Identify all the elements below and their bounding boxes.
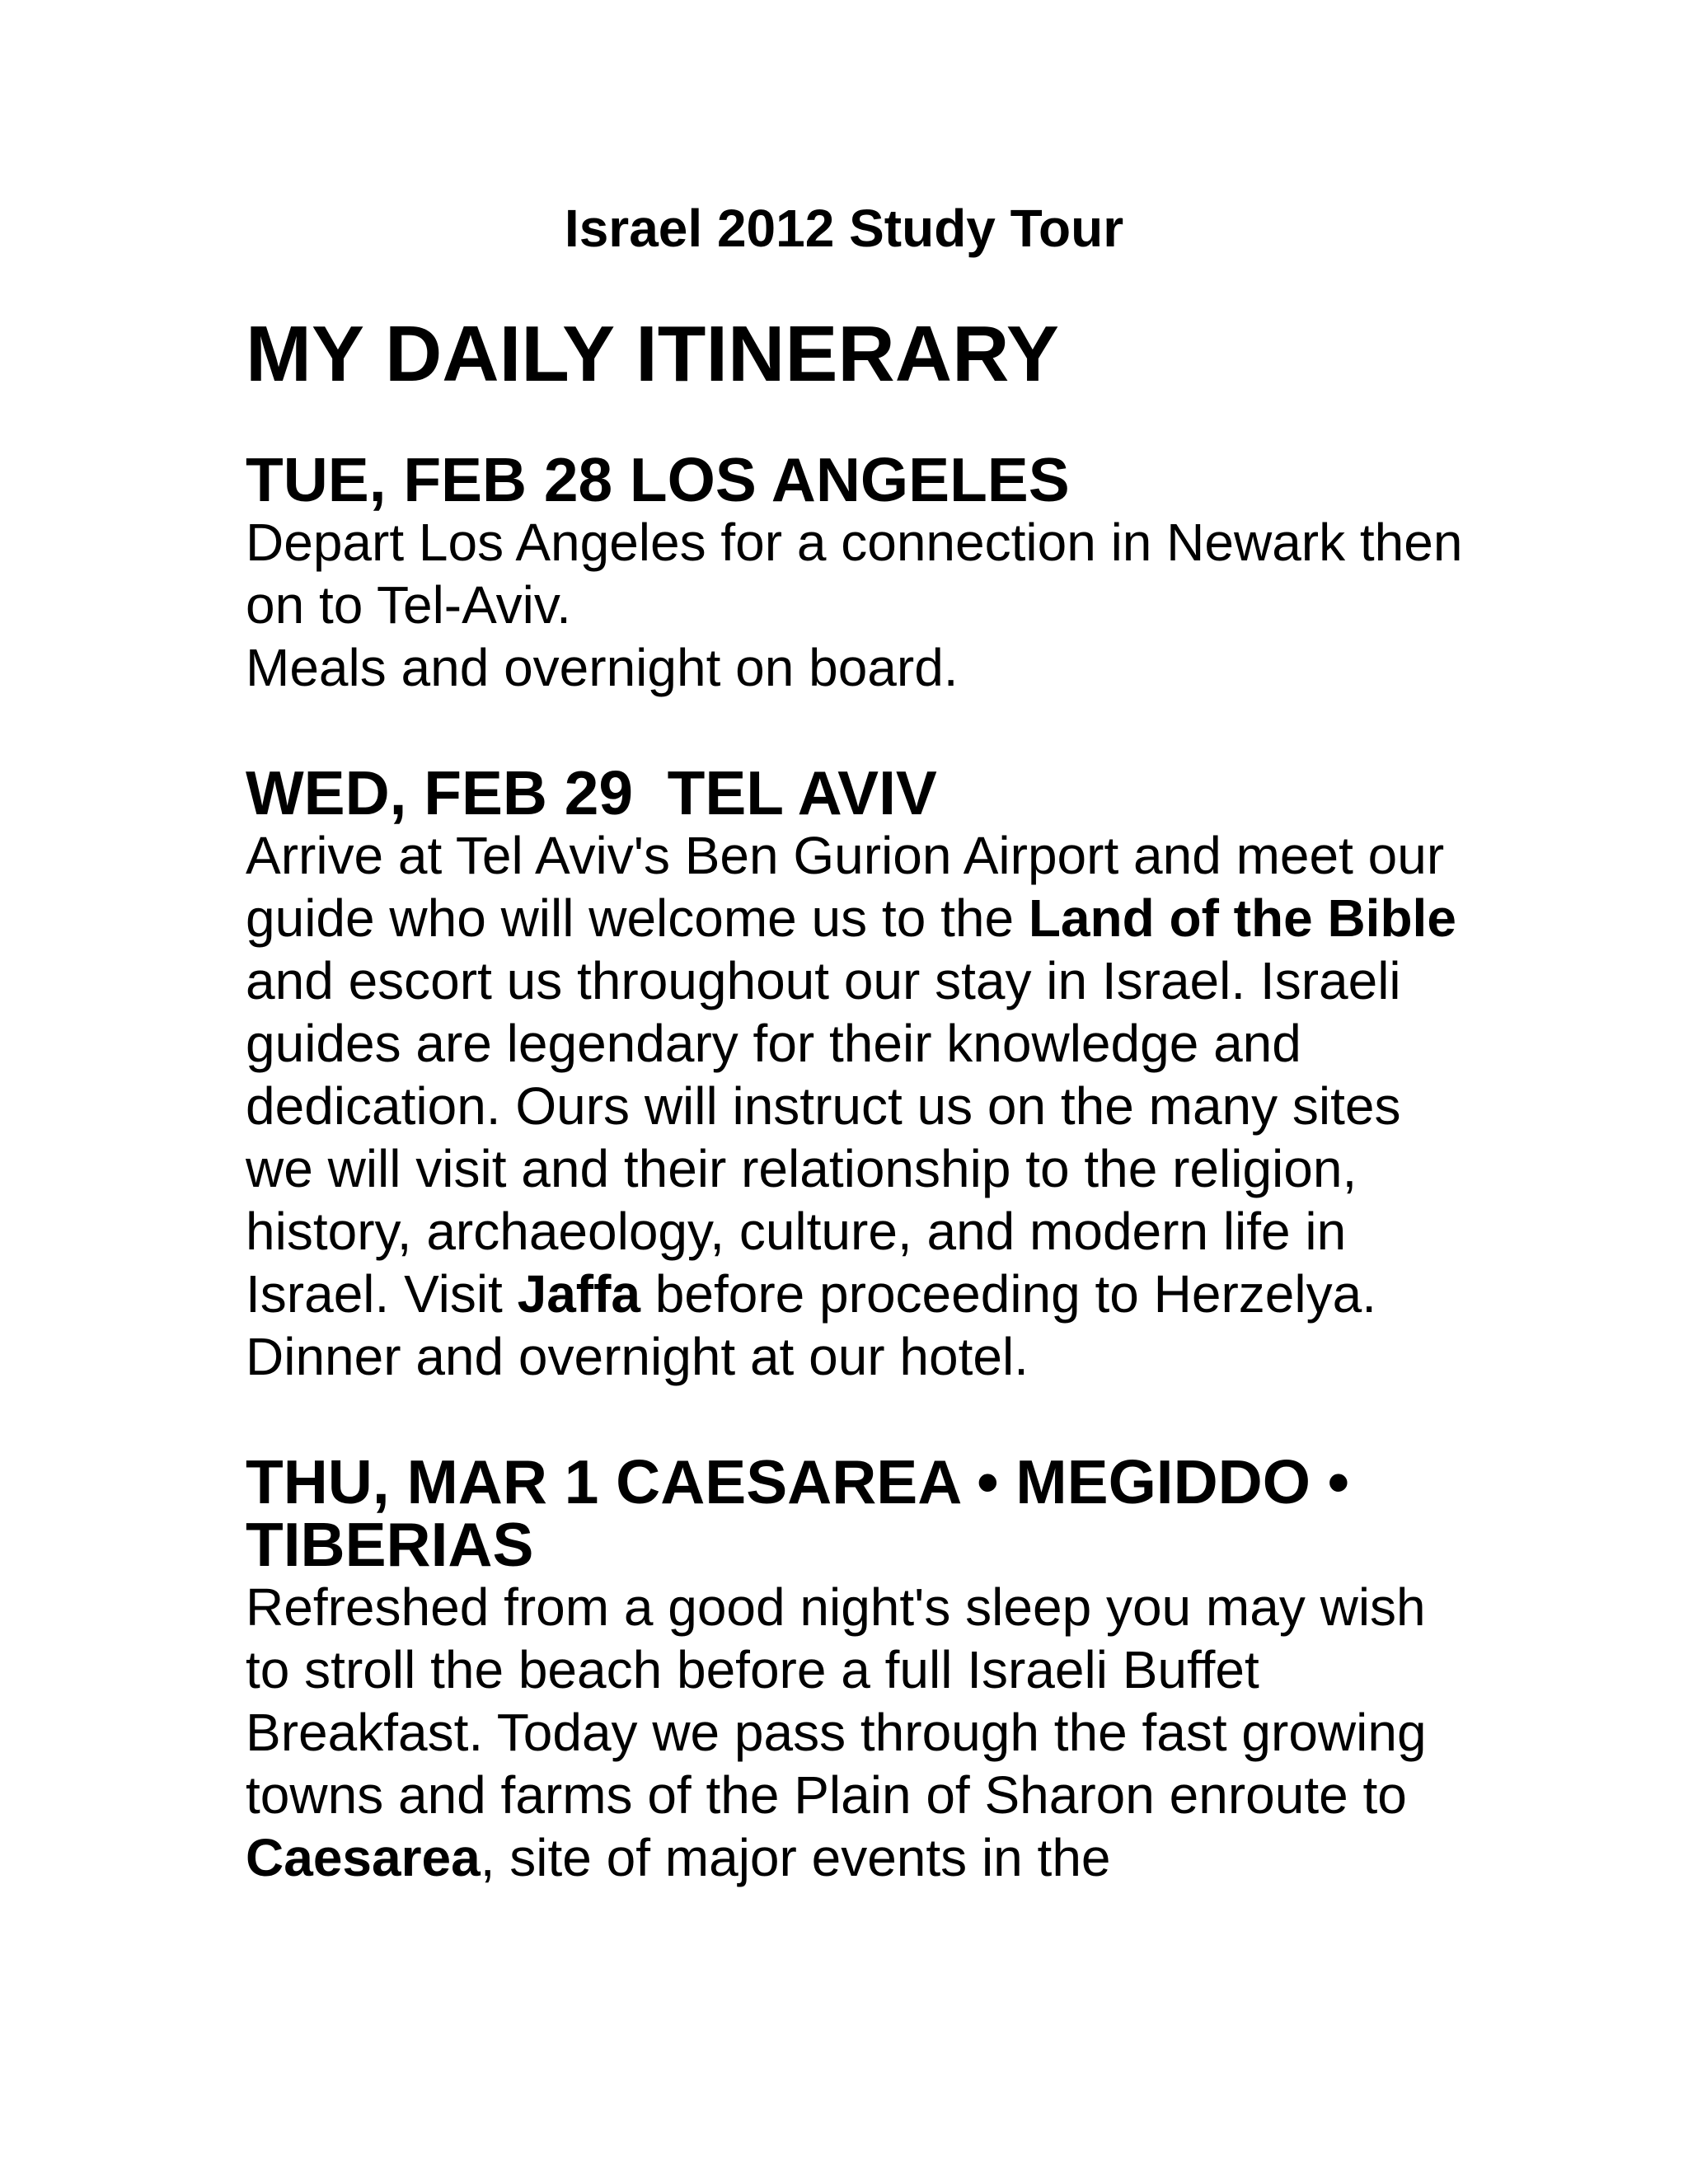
- document-title: Israel 2012 Study Tour: [564, 199, 1124, 258]
- day-section: [246, 445, 1482, 699]
- day-heading: WED, FEB 29 TEL AVIV: [246, 758, 937, 827]
- day-section: [246, 758, 1482, 1388]
- itinerary-days: [246, 445, 1482, 1889]
- description-text: before proceeding to Herzelya. Dinner and overnight at our hotel.: [246, 1264, 1376, 1386]
- day-description: [246, 824, 1482, 1388]
- day-description: [246, 1576, 1482, 1889]
- description-paragraph: [246, 1576, 1482, 1889]
- description-text: Depart Los Angeles for a connection in Newark then on to Tel-Aviv.: [246, 513, 1463, 635]
- day-section: [246, 1447, 1482, 1889]
- description-text: and escort us throughout our stay in Israel. Israeli guides are legendary for their knowledge and dedication. Ours will instruct us on the many sites we will visit and their relationship to the religion, history, archaeology, culture, and modern life in Israel. Visit: [246, 951, 1401, 1324]
- description-text: Refreshed from a good night's sleep you may wish to stroll the beach before a full Israeli Buffet Breakfast. Today we pass through the fast growing towns and farms of the Plain of Sharon enroute to: [246, 1577, 1427, 1825]
- place-name: Caesarea: [246, 1828, 481, 1887]
- description-text: , site of major events in the: [480, 1828, 1111, 1887]
- itinerary-subtitle: MY DAILY ITINERARY: [246, 310, 1059, 398]
- description-paragraph: [246, 636, 1482, 699]
- description-paragraph: [246, 824, 1482, 1388]
- description-paragraph: [246, 511, 1482, 636]
- day-description: [246, 511, 1482, 699]
- place-name: Jaffa: [517, 1264, 640, 1324]
- place-name: Land of the Bible: [1028, 888, 1456, 948]
- description-text: Arrive at Tel Aviv's Ben Gurion Airport and meet our guide who will welcome us to the: [246, 826, 1445, 948]
- itinerary-content: [246, 310, 1482, 1889]
- day-heading: THU, MAR 1 CAESAREA • MEGIDDO • TIBERIAS: [246, 1447, 1367, 1579]
- description-text: Meals and overnight on board.: [246, 638, 959, 697]
- day-heading: TUE, FEB 28 LOS ANGELES: [246, 445, 1070, 514]
